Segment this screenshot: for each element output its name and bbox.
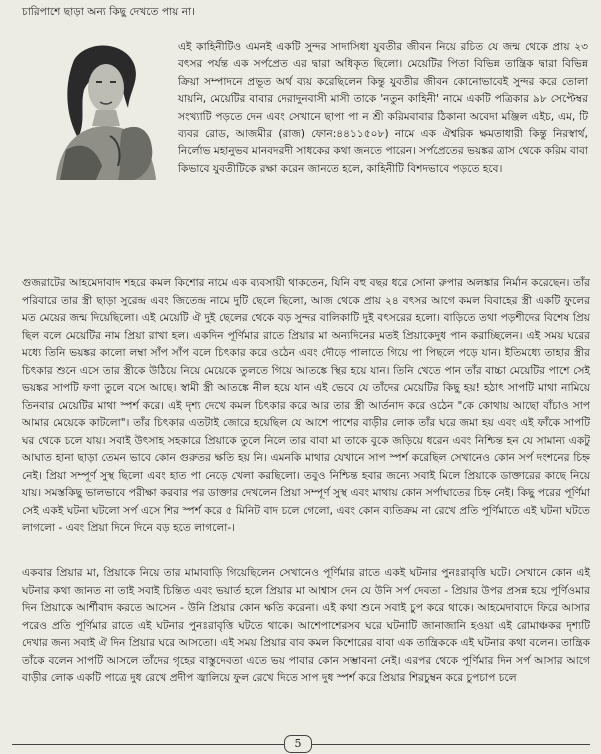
paragraph-intro-fragment: চারিপাশে ছাড়া অন্য কিছু দেখতে পায় না।	[22, 6, 195, 18]
paragraph-story-summary: এই কাহিনীটিও এমনই একটি সুন্দর সাদাসিধা যুবতীর জীবন নিয়ে রচিত যে জন্ম থেকে প্রায় ২৩ বৎসর পর্যন্ত এক সর্পপ্রেত এর দ্বারা অধিকৃত ছিলো। মেয়েটির পিতা বিভিন্ন তান্ত্রিক দ্বারা বিভিন্ন ক্রিয়া সম্পাদনে প্রভূত অর্থ ব্যয় করেছিলেন কিন্তু যুবতীর জীবন কোনোভাবেই সুন্দর করে তোলা যায়নি, মেয়েটির বাবার দেরাদুনবাসী মাসী তাকে 'নতুন কাহিনী' নামে একটি পত্রিকার ৯৮ সেপ্টেম্বর সংখ্যাটি পড়তে দেন এবং সেখানে ছাপা পা ন শ্রী করিমবাবার ঠিকানা অবেদা মঞ্জিল এইচ, এম, টি ব্যবর রোড, আজমীর (রাজ) ফোন:৪৪১১৫০৮) নামে এক ঐশ্বরিক ক্ষমতাধারী কিন্তু নিরস্বার্থ, নির্লোভ মহানুভব মানবদরদী সাধকের কথা জনতে পারেন। সর্পপ্রেতের ভয়ঙ্কর ত্রাস থেকে করিম বাবা কিভাবে যুবতীটিকে রক্ষা করেন জানতে হলে, কাহিনীটি বিশদভাবে পড়তে হবে।	[178, 41, 588, 175]
page-number: 5	[284, 735, 312, 753]
paragraph-story-continued: একবার প্রিয়ার মা, প্রিয়াকে নিয়ে তার মামাবাড়ি গিয়েছিলেন সেখানেও পূর্ণিমার রাতে একই ঘটনার পুনঃরাবৃত্তি ঘটে। সেখানে কোন এই ঘটনার কথা জানত না তাই সবাই চিন্তিত এবং ভয়ার্ত হলে প্রিয়ার মা আশ্বাস দেন যে উনি সর্প দেবতা - প্রিয়ার উপর প্রসন্ন হয়ে পূর্ণিওমার দিন প্রিয়াকে আর্শীবাদ করতে আসেন - উনি প্রিয়ার কোন ক্ষতি করেনা। এই কথা শুনে সবাই চুপ করে থাকে। আহমেদাবাদে ফিরে আসার পরেও প্রতি পূর্ণিমার রাতে এই ঘটনার পুনঃরাবৃত্তি ঘটতে থাকে। আশেপাশেরসব ঘরে ঘটনাটি জানাজানি হওয়া এই রোমাঞ্চকর দৃশ্যটি দেখার জন্য সবাই ঐ দিন প্রিয়ার ঘরে আসতো। এই সময় প্রিয়ার বাব কমল কিশোরের বাবা এক তান্ত্রিককে এই ঘটনার কথা বলেন। তান্ত্রিক তাঁকে বলেন সাপটি আসলে তাঁদের গৃহের বাস্তুদেবতা এতে ভয় পাবার কোন সম্ভাবনা নেই। এরপর থেকে পূর্ণিমার দিন সর্প আসার আগে বাড়ীর লোক একটি পাত্রে দুধ রেখে প্রদীপ জ্বালিয়ে ফুল রেখে দিতে সাপ দুধ স্পর্শ করে প্রিয়ার শিরচুম্বন করে চুপচাপ চলে	[22, 567, 590, 684]
woman-portrait-icon	[26, 30, 176, 180]
paragraph-story-main: গুজরাটের আহমেদাবাদ শহরে কমল কিশোর নামে এক ব্যবসায়ী থাকতেন, যিনি বহু বছর ধরে সোনা রুপার অলঙ্কার নির্মান করেছেন। তাঁর পরিবারে তার স্ত্রী ছাড়া সুরেন্দ্র এবং জিতেন্দ্র নামে দুটি ছেলে ছিলো, আজ থেকে প্রায় ২৪ বৎসর আগে কমল বিবাহের স্ত্রী একটি ফুলের মত মেয়ের জন্ম দিয়েছিলো। এই মেয়েটি ঐ দুই ছেলের থেকে বড় সুন্দর বালিকাটি দুই বৎসরের হলো। বাড়িতে তথা পড়শীদের বিশেষ প্রিয় ছিল বলে মেয়েটির নাম প্রিয়া রাখা হল। একদিন পূর্ণিমার রাতে প্রিয়ার মা অন্যদিনের মতই প্রিয়াকেদুধ পান করাচ্ছিলেন। এই সময় ঘরের মধ্যে তিনি ভয়ঙ্কর কালো লম্বা সাঁপ সাঁপ বলে চিৎকার করে ওঠেন এবং দৌড়ে পালাতে গিয়ে পা পিছলে পড়ে যান। ইতিমধ্যে তাহার স্ত্রীর চিৎকার শুনে এসে তার স্ত্রীকে উঠিয়ে নিয়ে মেয়েকে তুলতে গিয়ে আতঙ্কে স্থির হয়ে যান। তিনি খেতে পান তাঁর বাচ্চা মেয়েটির পাশে সেই ভয়ঙ্কর সাপটি ফণা তুলে বসে আছে। স্বামী স্ত্রী আতঙ্কে নীল হয়ে যান এই ভেবে যে তাঁদের মেয়েটির কিছু হয়! হঠাৎ সাপটি মাথা নামিয়ে তিনবার মেয়েটির মাথা স্পর্শ করে। এই দৃশ্য দেখে কমল চিৎকার করে আর তার স্ত্রী আর্তনাদ করে ওঠেন "কে কোথায় আছো বাঁচাও সাপ আমার মেয়েকে কাটলো"। তাঁর চিৎকার এতটাই জোরে হয়েছিল যে আশে পাশের বাড়ীর লোক তাঁর ঘরে জমা হয় এবং এই ফাঁকে সাপটি ঘর থেকে চলে যায়। সবাই উৎসাহ সহকারে প্রিয়াকে তুলে নিলে তার বাবা মা তাকে বুকে জড়িয়ে ধরেন এবং নিশ্চিন্ত হন যে সামান্য একটু আঘাত হানা ছাড়া তেমন ভাবে কোন গুরুতর ক্ষতি হয় নি। এমনকি মাথার যেখানে সাপ স্পর্শ করেছিল সেখানেও কোন সর্প দংশনের চিহ্ন নেই। প্রিয়া সম্পূর্ণ সুস্থ ছিলো এবং হাত পা নেড়ে খেলা করছিলো। তবুও নিশ্চিন্ত হবার জন্যে সবাই মিলে প্রিয়াকে ডাক্তারের কাছে নিয়ে যায়। সমস্তকিছু ভালভাবে পরীক্ষা করবার পর ডাক্তার দেখলেন প্রিয়া সম্পূর্ণ সুস্থ এবং মাথায় কোন সর্পাঘাতের চিহ্ন নেই। কিছু পরের পূর্ণিমা সেই একই ঘটনা ঘটলো সর্প এসে শির স্পর্শ করে ৫ মিনিট বাদ চলে গেলো, এবং কোন ব্যতিক্রম না রেখে প্রতি পূর্ণিমাতে এই ঘটনা ঘটতে লাগলো - এবং প্রিয়া দিনে দিনে বড় হতে লাগলো-।	[22, 277, 591, 534]
